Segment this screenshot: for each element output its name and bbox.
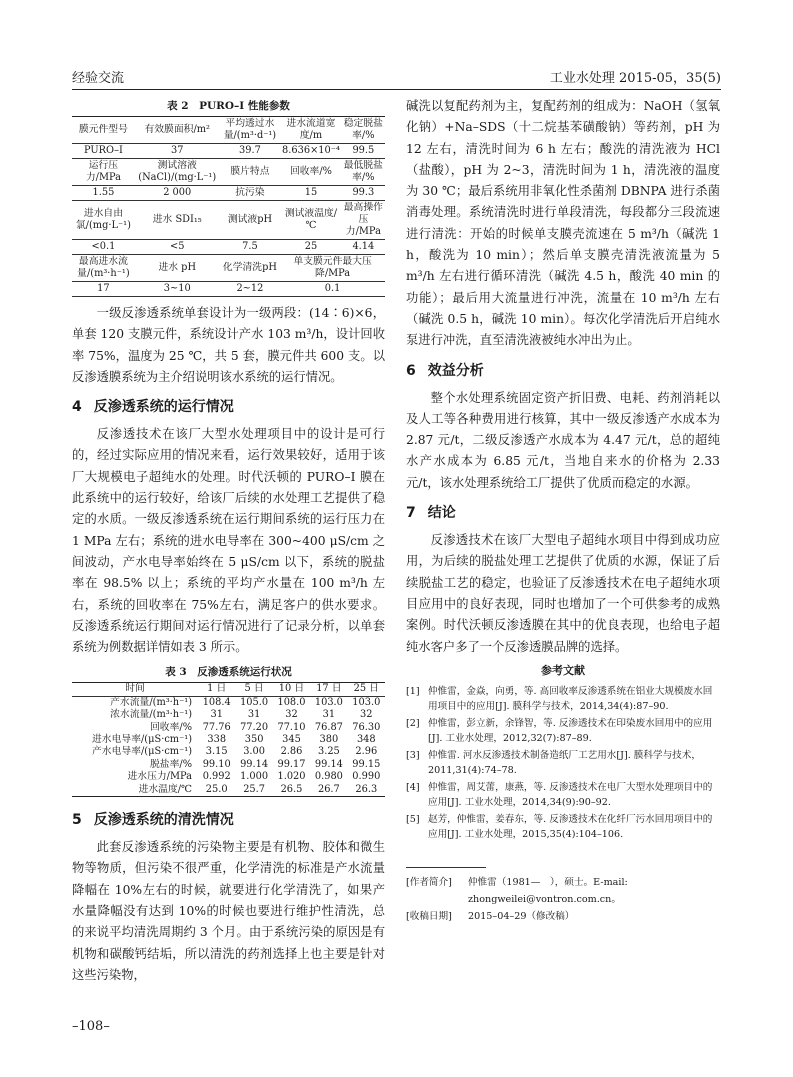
column-header: 25 日 [348, 683, 385, 696]
section-heading [406, 360, 720, 380]
author-note-label: [作者简介] [406, 876, 452, 888]
table-cell: 有效膜面积/m² [135, 117, 220, 144]
right-column [406, 96, 720, 925]
table-row [72, 144, 385, 159]
table-cell: 103.0 [352, 696, 381, 708]
table-cell: 76.87 [314, 721, 343, 733]
table-row [72, 746, 385, 758]
table-cell: 345 [282, 734, 301, 746]
table-cell: 99.14 [240, 758, 269, 770]
row-label: 产水电导率/(μS·cm⁻¹) [92, 746, 193, 758]
row-label: 进水温度/℃ [138, 783, 193, 795]
received-note-label: [收稿日期] [406, 910, 452, 922]
column-header: 10 日 [273, 683, 310, 696]
table-cell: <5 [135, 240, 220, 255]
row-label: 产水流量/(m³·h⁻¹) [110, 696, 193, 708]
page-number: –108– [72, 1019, 110, 1034]
table-cell: 2.86 [280, 746, 303, 758]
table-cell: 15 [280, 186, 342, 201]
table-cell: 31 [247, 709, 261, 721]
table-header-row [72, 683, 385, 696]
section-title: 反渗透系统的运行情况 [93, 399, 234, 416]
table-cell: 3.15 [205, 746, 228, 758]
section-number: 4 [72, 399, 82, 416]
reference-item [406, 812, 720, 843]
reference-index: [5] [406, 813, 420, 825]
received-note [406, 908, 720, 925]
table-cell: 350 [244, 734, 264, 746]
table-cell: 平均透过水量/(m³·d⁻¹) [220, 117, 281, 144]
references-title: 参考文献 [541, 663, 585, 677]
table-cell: 26.5 [280, 783, 303, 795]
table-cell: 1.55 [72, 186, 135, 201]
reference-index: [4] [406, 781, 420, 793]
table-row [72, 722, 385, 734]
table-row [72, 255, 385, 282]
table-cell: 25.7 [243, 783, 266, 795]
table-cell: 单支膜元件最大压降/MPa [280, 255, 385, 282]
table-cell: 进水流道宽度/m [280, 117, 342, 144]
table3-title: 表 3 反渗透系统运行状况 [165, 666, 292, 679]
table-cell: 39.7 [220, 144, 281, 159]
left-column [72, 96, 385, 986]
table-cell: 0.990 [352, 771, 381, 783]
table2-title: 表 2 PURO–I 性能参数 [167, 100, 290, 112]
table3 [72, 682, 385, 797]
table-cell: 最高进水流量/(m³·h⁻¹) [72, 255, 135, 282]
table2 [72, 116, 385, 297]
table-cell: 17 [72, 282, 135, 297]
table-cell: 77.76 [202, 721, 231, 733]
table-cell: 0.1 [280, 282, 385, 297]
paragraph: 碱洗以复配药剂为主，复配药剂的组成为：NaOH（氢氧化钠）+Na–SDS（十二烷基苯磺酸钠）等药剂，pH 为 12 左右，清洗时间为 6 h 左右；酸洗的清洗液为 HCl（盐酸），pH 为 2~3，清洗时间为 1 h，清洗液的温度为 30 ℃；最后系统用非氧化性杀菌剂 DBNPA 进行杀菌消毒处理。系统清洗时进行单段清洗，每段都分三段流速进行清洗：开始的时候单支膜壳流速在 5 m³/h（碱洗 1 h，酸洗为 10 min）；然后单支膜壳清洗液流量为 5 m³/h 左右进行循环清洗（碱洗 4.5 h，酸洗 40 min 的功能）；最后用大流量进行冲洗，流量在 10 m³/h 左右（碱洗 0.5 h，碱洗 10 min）。每次化学清洗后开启纯水泵进行冲洗，直至清洗液被纯水冲出为止。 [406, 99, 720, 348]
table-cell: 回收率/% [280, 159, 342, 186]
section-number: 5 [72, 812, 82, 829]
table-cell: 99.14 [314, 758, 343, 770]
table-cell: 99.3 [342, 186, 385, 201]
table-cell: 26.7 [317, 783, 340, 795]
table-cell: 99.5 [342, 144, 385, 159]
table-row [72, 201, 385, 240]
reference-text: 仲惟雷，彭立新，余锋智，等. 反渗透技术在印染废水回用中的应用[J]. 工业水处理，2012,32(7):87–89. [428, 717, 713, 745]
table-cell: 测试液温度/℃ [280, 201, 342, 240]
section-heading [406, 502, 720, 522]
header-rule [72, 89, 721, 90]
received-note-text: 2015–04–29（修改稿） [468, 910, 575, 922]
table-cell: 108.0 [277, 696, 306, 708]
reference-text: 仲惟雷. 河水反渗透技术制备造纸厂工艺用水[J]. 膜科学与技术，2011,31(4):74–78. [428, 749, 701, 777]
paragraph: 反渗透技术在该厂大型电子超纯水项目中得到成功应用，为后续的脱盐处理工艺提供了优质的水源，保证了后续脱盐工艺的稳定，也验证了反渗透技术在电子超纯水项目应用中的良好表现，同时也增加了一个可供参考的成熟案例。时代沃顿反渗透膜在其中的优良表现，也给电子超纯水客户多了一个反渗透膜品牌的选择。 [406, 533, 720, 654]
table-row [72, 117, 385, 144]
table-cell: 99.15 [352, 758, 381, 770]
table-cell: 3~10 [135, 282, 220, 297]
table-row [72, 282, 385, 297]
table-cell: 稳定脱盐率/% [342, 117, 385, 144]
section-number: 7 [406, 505, 416, 522]
table-cell: 25 [280, 240, 342, 255]
table-cell: 化学清洗pH [220, 255, 281, 282]
running-header [72, 64, 721, 86]
table-row [72, 159, 385, 186]
table-cell: 105.0 [240, 696, 269, 708]
table-cell: 最低脱盐率/% [342, 159, 385, 186]
table-cell: 37 [135, 144, 220, 159]
table-cell: 32 [285, 709, 298, 721]
table-cell: 2.96 [355, 746, 378, 758]
table-row [72, 696, 385, 709]
table-cell: 76.30 [352, 721, 381, 733]
paragraph: 整个水处理系统固定资产折旧费、电耗、药剂消耗以及人工等各种费用进行核算，其中一级反渗透产水成本为 2.87 元/t，二级反渗透产水成本为 4.47 元/t，总的超纯水产水成本为 6.85 元/t，当地自来水的价格为 2.33 元/t，该水处理系统给工厂提供了优质而稳定的水源。 [406, 390, 720, 490]
table-cell: 2 000 [135, 186, 220, 201]
table-cell: 2~12 [220, 282, 281, 297]
table-cell: 99.17 [277, 758, 306, 770]
table-cell: 0.980 [314, 771, 343, 783]
table-cell: 31 [210, 709, 223, 721]
table-cell: 103.0 [314, 696, 343, 708]
table-cell: 运行压力/MPa [72, 159, 135, 186]
section-title: 反渗透系统的清洗情况 [93, 812, 234, 829]
table-cell: 进水自由氯/(mg·L⁻¹) [72, 201, 135, 240]
reference-text: 仲惟雷，周艾蕾，康燕，等. 反渗透技术在电厂大型水处理项目中的应用[J]. 工业水处理，2014,34(9):90–92. [428, 781, 713, 809]
table-row [72, 759, 385, 771]
reference-item [406, 716, 720, 747]
table-cell: 膜元件型号 [72, 117, 135, 144]
paragraph: 此套反渗透系统的污染物主要是有机物、胶体和微生物等物质，但污染不很严重，化学清洗的标准是产水流量降幅在 10%左右的时候，就要进行化学清洗了，如果产水量降幅没有达到 10%的时候也要进行维护性清洗，总的来说平均清洗周期约 3 个月。由于系统污染的原因是有机物和碳酸钙结垢，所以清洗的药剂选择上也主要是针对这些污染物， [72, 840, 385, 982]
table-row [72, 784, 385, 797]
table-cell: 测试液pH [220, 201, 281, 240]
table-cell: 1.020 [277, 771, 306, 783]
section-number: 6 [406, 362, 416, 379]
table-row [72, 240, 385, 255]
table-cell: 7.5 [220, 240, 281, 255]
table-cell: 测试溶液(NaCl)/(mg·L⁻¹) [135, 159, 220, 186]
table-cell: 99.10 [202, 758, 231, 770]
table-cell: 最高操作压力/MPa [342, 201, 385, 240]
section-title: 结论 [427, 505, 456, 522]
footnote-rule [406, 867, 486, 868]
table-cell: 32 [360, 709, 373, 721]
author-note [406, 874, 720, 908]
section-title: 效益分析 [427, 362, 484, 379]
table-cell: 77.20 [240, 721, 269, 733]
table-row [72, 709, 385, 721]
table-cell: PURO–I [72, 144, 135, 159]
journal-citation: 工业水处理 2015-05，35(5) [549, 71, 721, 86]
table-cell: 26.3 [355, 783, 378, 795]
table-cell: 108.4 [202, 696, 231, 708]
paragraph: 反渗透技术在该厂大型水处理项目中的设计是可行的，经过实际应用的情况来看，运行效果较好，适用于该厂大规模电子超纯水的处理。时代沃顿的 PURO–I 膜在此系统中的运行较好，给该厂后续的水处理工艺提供了稳定的水质。一级反渗透系统在运行期间系统的运行压力在 1 MPa 左右；系统的进水电导率在 300~400 μS/cm 之间波动，产水电导率始终在 5 μS/cm 以下，系统的脱盐率在 98.5% 以上；系统的平均产水量在 100 m³/h 左右，系统的回收率在 75%左右，满足客户的供水要求。反渗透系统运行期间对运行情况进行了记录分析，以单套系统为例数据详情如表 3 所示。 [72, 427, 385, 655]
paragraph: 一级反渗透系统单套设计为一级两段：(14∶6)×6，单套 120 支膜元件，系统设计产水 103 m³/h，设计回收率 75%，温度为 25 ℃，共 5 套，膜元件共 600 支。以反渗透膜系统为主介绍说明该水系统的运行情况。 [72, 306, 385, 384]
table-cell: 31 [322, 709, 336, 721]
table-cell: 4.14 [342, 240, 385, 255]
table-cell: 膜片特点 [220, 159, 281, 186]
table-cell: 1.000 [240, 771, 269, 783]
table-cell: <0.1 [72, 240, 135, 255]
table-cell: 338 [207, 734, 227, 746]
table-cell: 0.992 [202, 771, 231, 783]
column-header: 时间 [72, 683, 198, 696]
reference-item [406, 684, 720, 715]
reference-text: 赵芳，仲惟雷，姜春东，等. 反渗透技术在化纤厂污水回用项目中的应用[J]. 工业水处理，2015,35(4):104–106. [428, 813, 713, 841]
column-header: 17 日 [310, 683, 347, 696]
table-row [72, 734, 385, 746]
row-label: 进水压力/MPa [127, 771, 193, 783]
table-row [72, 186, 385, 201]
table-cell: 进水 pH [135, 255, 220, 282]
table-cell: 348 [356, 734, 376, 746]
table-cell: 8.636×10⁻⁴ [280, 144, 342, 159]
journal-section: 经验交流 [72, 71, 125, 86]
reference-text: 仲惟雷，金焱，向勇，等. 高回收率反渗透系统在铝业大规模废水回用项目中的应用[J]. 膜科学与技术，2014,34(4):87–90. [428, 685, 713, 713]
reference-index: [3] [406, 749, 420, 761]
section-heading [72, 396, 385, 416]
table-cell: 77.10 [277, 721, 306, 733]
table-cell: 进水 SDI₁₅ [135, 201, 220, 240]
table-cell: 25.0 [205, 783, 228, 795]
column-header: 1 日 [198, 683, 235, 696]
row-label: 脱盐率/% [150, 758, 193, 770]
table-row [72, 771, 385, 783]
table-cell: 380 [319, 734, 339, 746]
row-label: 浓水流量/(m³·h⁻¹) [110, 709, 193, 721]
table-cell: 3.25 [317, 746, 340, 758]
table-cell: 抗污染 [220, 186, 281, 201]
reference-index: [1] [406, 685, 420, 697]
section-heading [72, 809, 385, 829]
reference-item [406, 748, 720, 779]
reference-item [406, 780, 720, 811]
author-note-text: 仲惟雷（1981— ），硕士。E-mail: zhongweilei@vontron.com.cn。 [468, 876, 628, 905]
table-cell: 3.00 [243, 746, 266, 758]
reference-index: [2] [406, 717, 420, 729]
row-label: 进水电导率/(μS·cm⁻¹) [92, 734, 193, 746]
column-header: 5 日 [235, 683, 272, 696]
row-label: 回收率/% [150, 721, 193, 733]
